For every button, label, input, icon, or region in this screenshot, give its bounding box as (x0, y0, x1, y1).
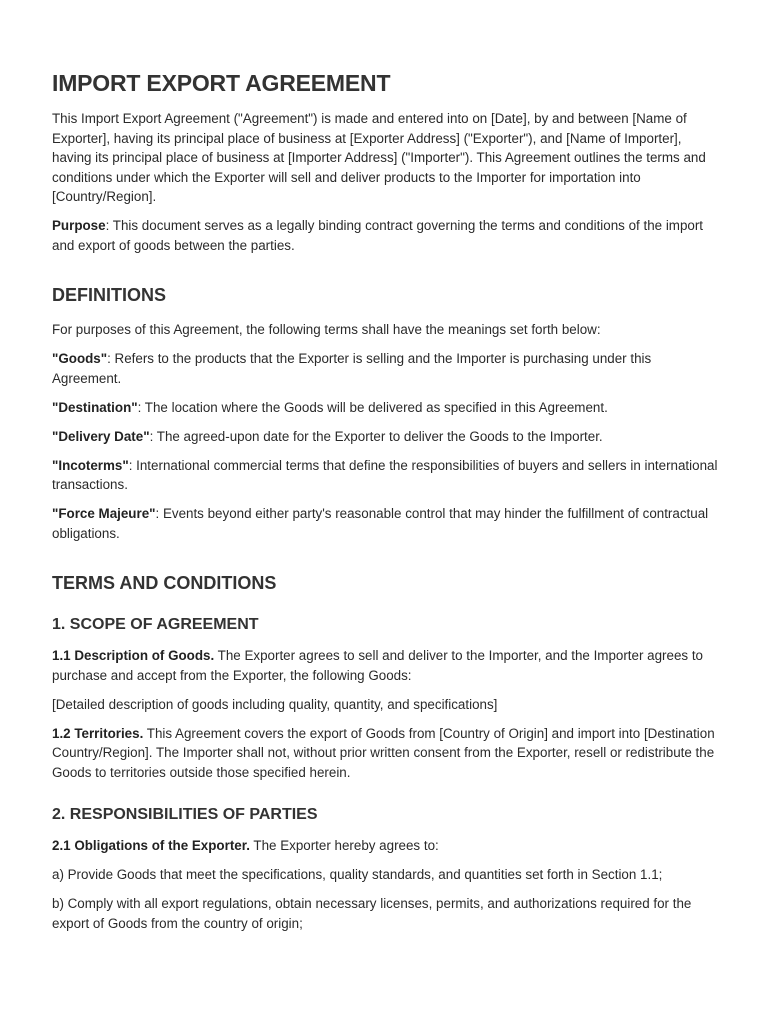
definition-text: : Refers to the products that the Exporter is selling and the Importer is purchasing under this Agreement. (52, 351, 652, 386)
goods-description-placeholder: [Detailed description of goods including quality, quantity, and specifications] (52, 696, 498, 712)
definition-text: : The agreed-upon date for the Exporter to deliver the Goods to the Importer. (149, 428, 603, 444)
section-1-1-text: The Exporter agrees to sell and deliver to the Importer, and the Importer agrees to purchase and accept from the Exporter, the following Goods: (52, 648, 703, 683)
intro-paragraph: This Import Export Agreement ("Agreement") is made and entered into on [Date], by and between [Name of Exporter], having its principal place of business at [Exporter Address] ("Exporter"), and [Name of Importer], having its principal place of business at [Importer Address] ("Importer"). This Agreement outlines the terms and conditions under which the Exporter will sell and deliver products to the Importer for importation into [Country/Region]. (52, 111, 706, 204)
definitions-heading: DEFINITIONS (52, 285, 167, 305)
responsibilities-heading: 2. RESPONSIBILITIES OF PARTIES (52, 806, 318, 823)
obligation-item-b: b) Comply with all export regulations, obtain necessary licenses, permits, and authorizations required for the export of Goods from the country of origin; (52, 896, 692, 931)
definition-term: "Destination" (52, 399, 138, 415)
definition-text: : Events beyond either party's reasonable control that may hinder the fulfillment of contractual obligations. (52, 506, 709, 541)
section-2-1 (52, 836, 722, 856)
document-title: IMPORT EXPORT AGREEMENT (52, 70, 391, 96)
definition-text: : International commercial terms that define the responsibilities of buyers and sellers in international transactions. (52, 457, 718, 492)
obligation-item-a: a) Provide Goods that meet the specifications, quality standards, and quantities set forth in Section 1.1; (52, 867, 663, 882)
definition-text: : The location where the Goods will be delivered as specified in this Agreement. (137, 399, 608, 415)
section-2-1-text: The Exporter hereby agrees to: (249, 838, 439, 853)
purpose-text: : This document serves as a legally binding contract governing the terms and conditions of the import and export of goods between the parties. (52, 218, 704, 253)
definition-goods (52, 349, 722, 388)
definition-force-majeure (52, 504, 722, 543)
purpose-paragraph (52, 216, 722, 255)
section-1-1-label: 1.1 Description of Goods. (52, 648, 215, 663)
section-1-2-label: 1.2 Territories. (52, 725, 144, 741)
section-1-2-text: This Agreement covers the export of Goods from [Country of Origin] and import into [Destination Country/Region]. The Importer shall not, without prior written consent from the Exporter, resell or redistribute the Goods to territories outside those specified herein. (52, 725, 715, 780)
section-1-2 (52, 724, 722, 783)
definitions-intro: For purposes of this Agreement, the following terms shall have the meanings set forth below: (52, 322, 601, 337)
definition-term: "Incoterms" (52, 457, 129, 473)
definition-incoterms (52, 456, 722, 495)
definition-term: "Force Majeure" (52, 506, 156, 521)
section-2-1-label: 2.1 Obligations of the Exporter. (52, 838, 250, 853)
terms-heading: TERMS AND CONDITIONS (52, 573, 277, 593)
definition-destination (52, 398, 722, 418)
scope-heading: 1. SCOPE OF AGREEMENT (52, 616, 259, 633)
purpose-label: Purpose (52, 218, 106, 233)
section-1-1 (52, 646, 722, 685)
definition-delivery-date (52, 427, 722, 447)
definition-term: "Goods" (52, 351, 108, 366)
definition-term: "Delivery Date" (52, 428, 150, 444)
